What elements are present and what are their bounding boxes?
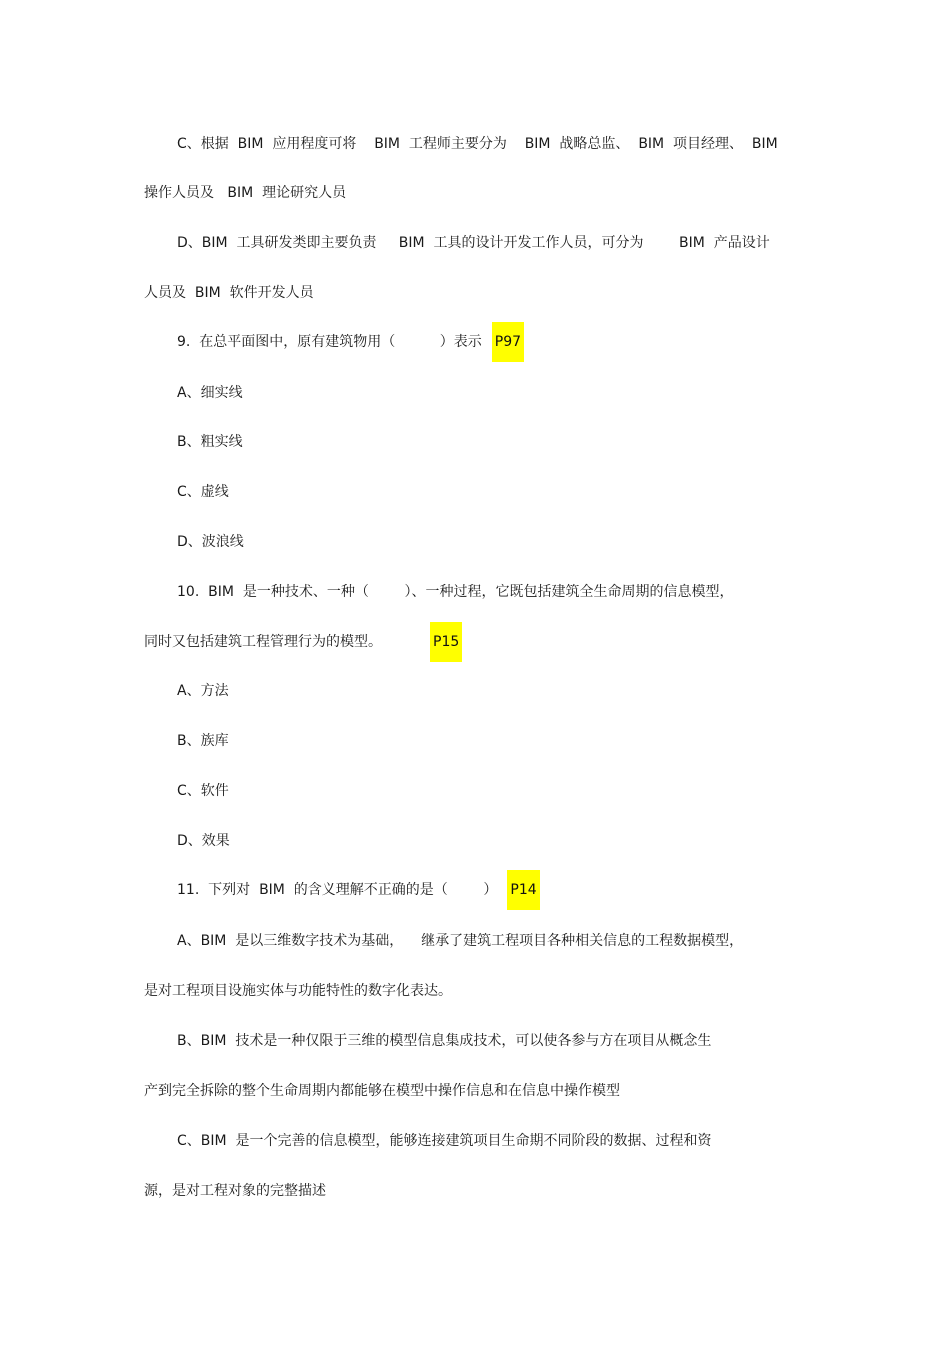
question-11: 11. 下列对 BIM 的含义理解不正确的是（ ） P14: [177, 870, 540, 910]
answer-option: A、BIM 是以三维数字技术为基础， 继承了建筑工程项目各种相关信息的工程数据模型，: [177, 933, 744, 949]
text-line-option-c-bim-engineer: C、根据 BIM 应用程度可将 BIM 工程师主要分为 BIM 战略总监、 BIM 项目经理、 BIM: [177, 136, 778, 152]
page-reference-highlight: P14: [507, 870, 539, 910]
question-9: 9. 在总平面图中，原有建筑物用（ ）表示 P97: [177, 322, 524, 362]
text-line-continuation: 产到完全拆除的整个生命周期内都能够在模型中操作信息和在信息中操作模型: [144, 1083, 620, 1099]
text-line-continuation: 操作人员及 BIM 理论研究人员: [144, 185, 347, 201]
answer-option: C、软件: [177, 783, 229, 799]
answer-option: D、波浪线: [177, 534, 244, 550]
answer-option: A、方法: [177, 683, 229, 699]
page-reference-highlight: P97: [492, 322, 524, 362]
answer-option: C、BIM 是一个完善的信息模型，能够连接建筑项目生命期不同阶段的数据、过程和资: [177, 1133, 712, 1149]
text-line-continuation: 人员及 BIM 软件开发人员: [144, 285, 314, 301]
question-10-continuation: 同时又包括建筑工程管理行为的模型。 P15: [144, 622, 462, 662]
answer-option: B、BIM 技术是一种仅限于三维的模型信息集成技术，可以使各参与方在项目从概念生: [177, 1033, 712, 1049]
text-line-option-d-bim-tool: D、BIM 工具研发类即主要负责 BIM 工具的设计开发工作人员，可分为 BIM 产品设计: [177, 235, 770, 251]
answer-option: B、族库: [177, 733, 229, 749]
page-reference-highlight: P15: [430, 622, 462, 662]
answer-option: B、粗实线: [177, 434, 243, 450]
text-line-continuation: 源，是对工程对象的完整描述: [144, 1183, 326, 1199]
question-10: 10. BIM 是一种技术、一种（ ）、一种过程，它既包括建筑全生命周期的信息模型，: [177, 584, 734, 600]
answer-option: A、细实线: [177, 385, 243, 401]
answer-option: C、虚线: [177, 484, 229, 500]
answer-option: D、效果: [177, 833, 230, 849]
text-line-continuation: 是对工程项目设施实体与功能特性的数字化表达。: [144, 983, 452, 999]
